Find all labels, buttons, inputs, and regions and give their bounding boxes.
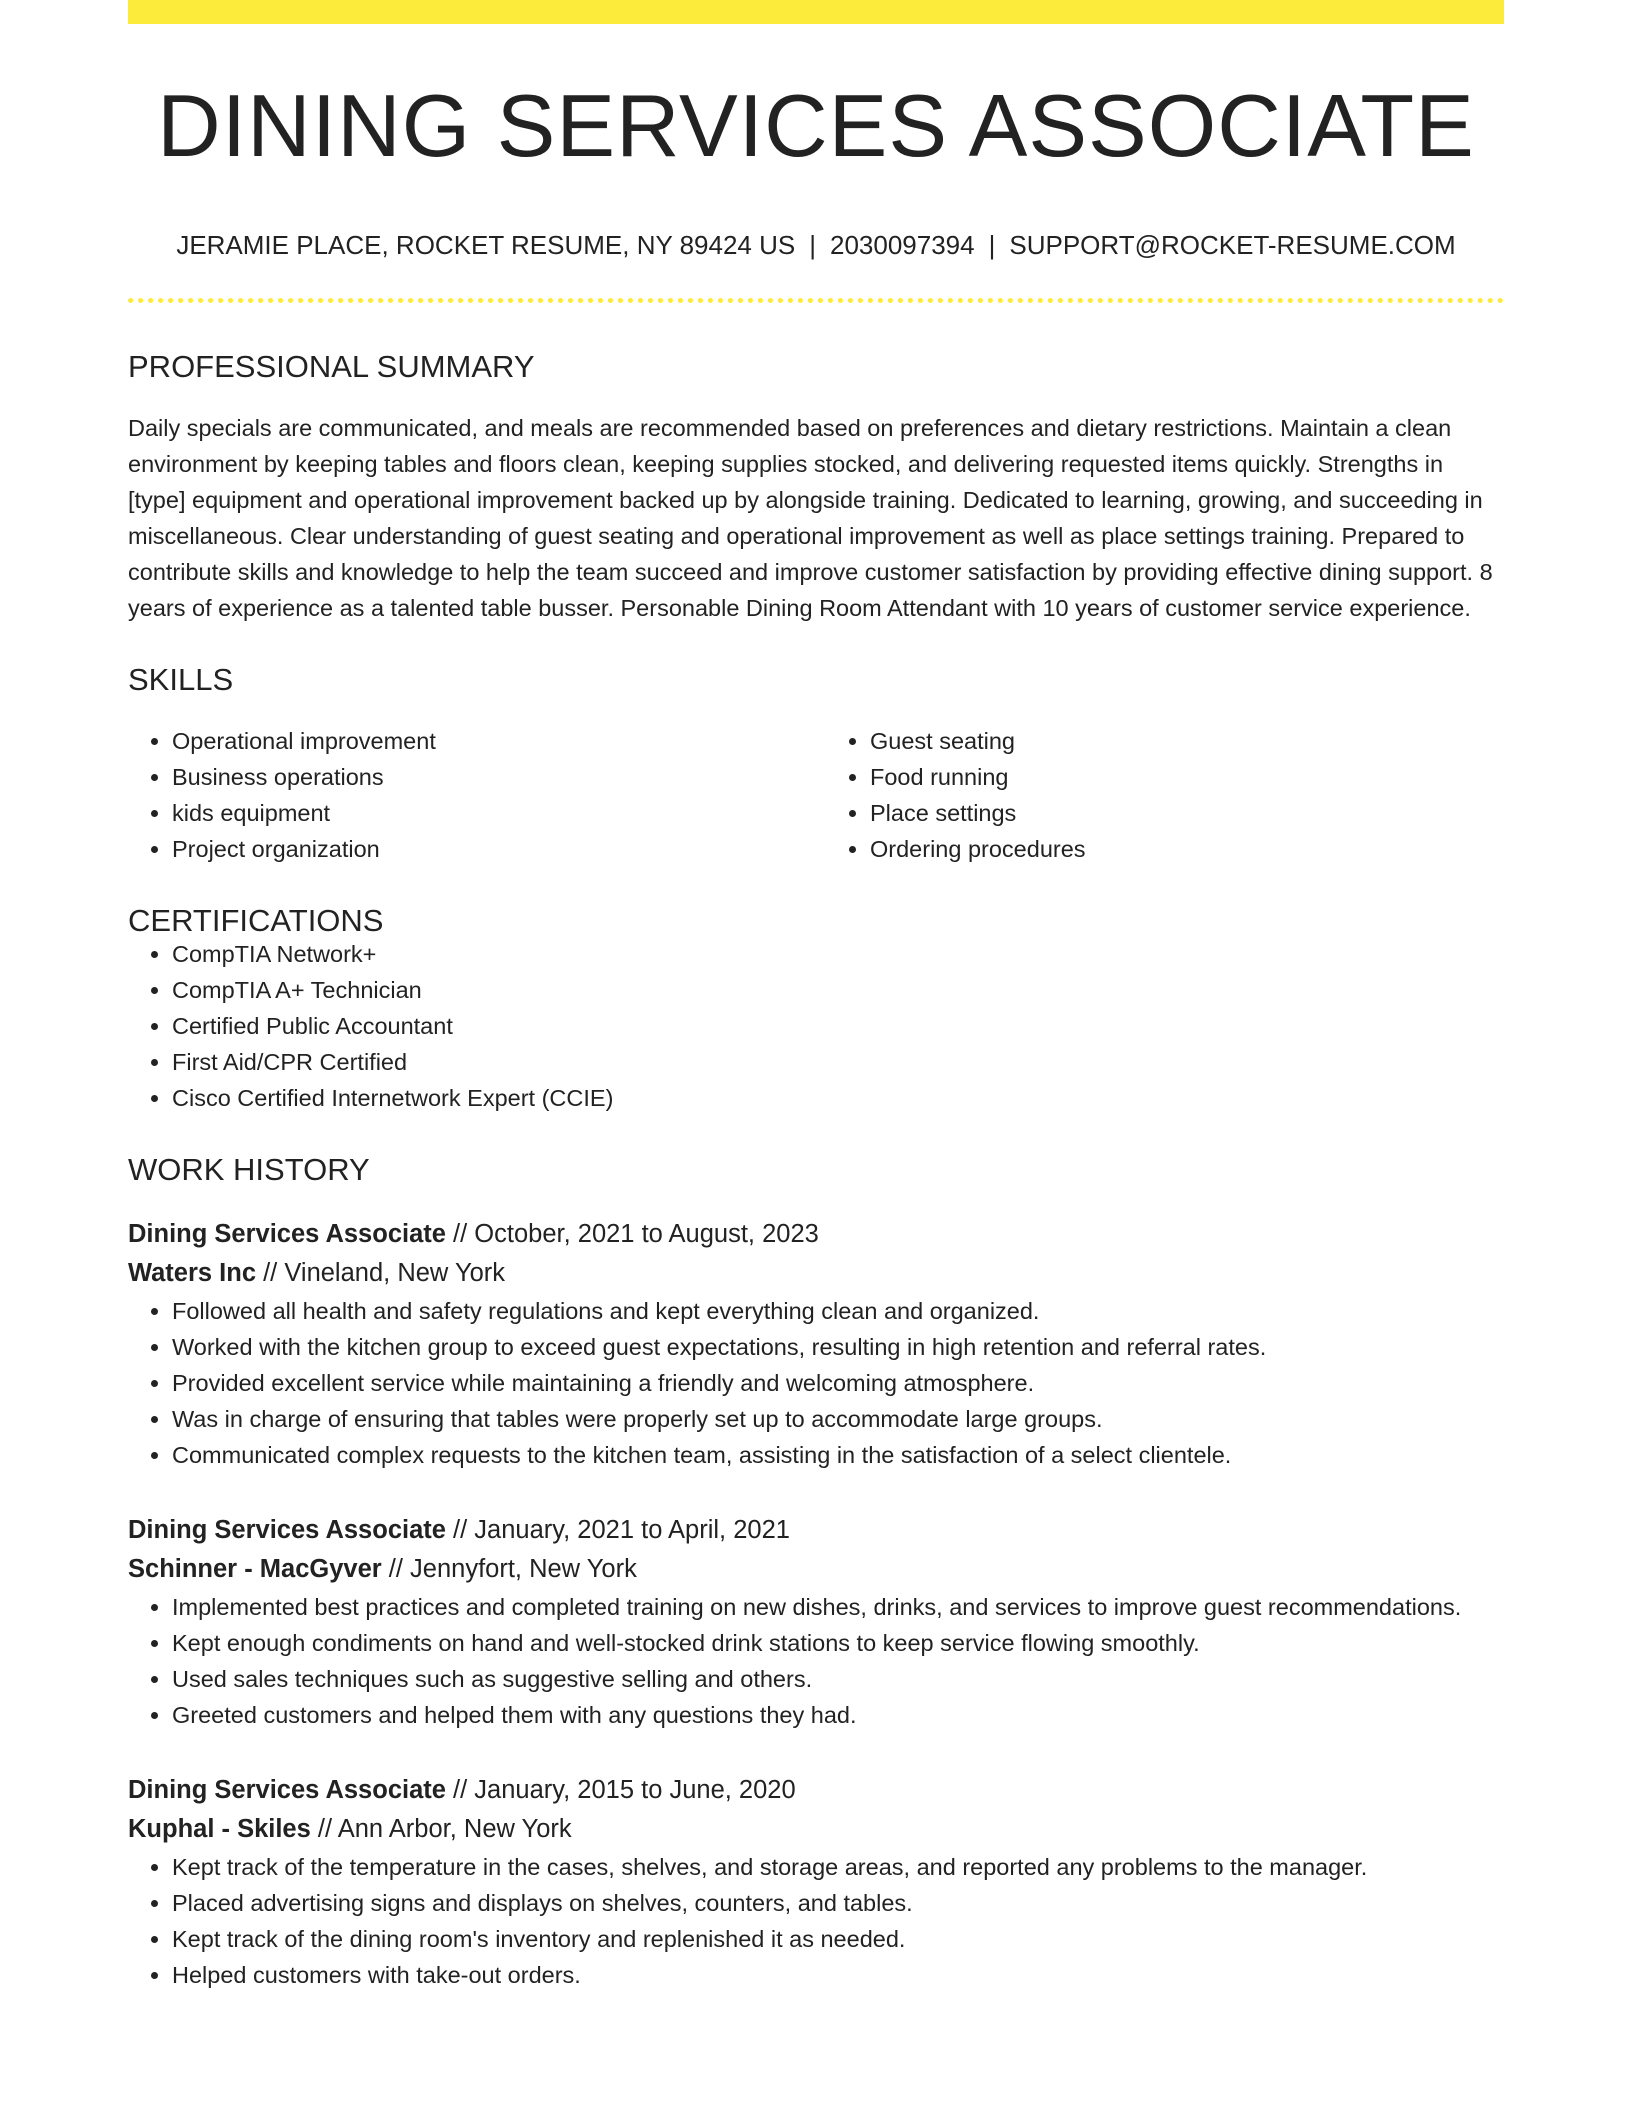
job-role: Dining Services Associate <box>128 1776 446 1804</box>
page-title: DINING SERVICES ASSOCIATE <box>157 76 1475 175</box>
job-duty: • Implemented best practices and completed training on new dishes, drinks, and services to improve guest recommendations. <box>172 1589 1504 1625</box>
job-role: Dining Services Associate <box>128 1220 446 1248</box>
job-duties-list <box>128 1293 1504 1473</box>
certification-item: • Cisco Certified Internetwork Expert (CCIE) <box>172 1080 1504 1116</box>
job-duty: • Helped customers with take-out orders. <box>172 1957 1504 1993</box>
skill-item: • Operational improvement <box>172 723 806 759</box>
job-company-line <box>128 1810 1504 1849</box>
job-location: Ann Arbor, New York <box>337 1815 572 1843</box>
job-company: Schinner - MacGyver <box>128 1555 382 1583</box>
job-delimiter: // <box>310 1815 338 1843</box>
job-entry <box>128 1771 1504 1993</box>
contact-address: JERAMIE PLACE, ROCKET RESUME, NY 89424 US <box>176 230 796 260</box>
job-delimiter: // <box>445 1776 475 1804</box>
certification-item: • Certified Public Accountant <box>172 1008 1504 1044</box>
job-location: Jennyfort, New York <box>410 1555 637 1583</box>
skills-heading: SKILLS <box>128 662 234 697</box>
job-duty: • Used sales techniques such as suggestive selling and others. <box>172 1661 1504 1697</box>
job-company-line <box>128 1550 1504 1589</box>
skills-list-right <box>826 723 1504 867</box>
job-title-line <box>128 1511 1504 1550</box>
job-title-line <box>128 1771 1504 1810</box>
job-dates: January, 2021 to April, 2021 <box>474 1516 790 1544</box>
job-delimiter: // <box>445 1516 475 1544</box>
job-duty: • Greeted customers and helped them with any questions they had. <box>172 1697 1504 1733</box>
job-dates: October, 2021 to August, 2023 <box>474 1220 819 1248</box>
dotted-divider <box>128 298 1504 303</box>
job-delimiter: // <box>256 1259 285 1287</box>
certification-item: • CompTIA A+ Technician <box>172 972 1504 1008</box>
skill-item: • Business operations <box>172 759 806 795</box>
job-location: Vineland, New York <box>284 1259 506 1287</box>
summary-heading: PROFESSIONAL SUMMARY <box>128 349 535 384</box>
certification-item: • CompTIA Network+ <box>172 936 1504 972</box>
job-duty: • Worked with the kitchen group to exceed guest expectations, resulting in high retention and referral rates. <box>172 1329 1504 1365</box>
job-duty: • Kept track of the dining room's inventory and replenished it as needed. <box>172 1921 1504 1957</box>
job-duty: • Was in charge of ensuring that tables were properly set up to accommodate large groups. <box>172 1401 1504 1437</box>
job-title-line <box>128 1215 1504 1254</box>
skills-grid <box>128 723 1504 867</box>
skills-list-left <box>128 723 806 867</box>
job-duty: • Communicated complex requests to the kitchen team, assisting in the satisfaction of a select clientele. <box>172 1437 1504 1473</box>
job-role: Dining Services Associate <box>128 1516 446 1544</box>
job-company: Kuphal - Skiles <box>128 1815 311 1843</box>
contact-phone: 2030097394 <box>830 230 975 260</box>
summary-text: Daily specials are communicated, and meals are recommended based on preferences and dietary restrictions. Maintain a clean environment by keeping tables and floors clean, keeping supplies stocked, and delivering requested items quickly. Strengths in [type] equipment and operational improvement backed up by alongside training. Dedicated to learning, growing, and succeeding in miscellaneous. Clear understanding of guest seating and operational improvement as well as place settings training. Prepared to contribute skills and knowledge to help the team succeed and improve customer satisfaction by providing effective dining support. 8 years of experience as a talented table busser. Personable Dining Room Attendant with 10 years of customer service experience. <box>128 415 1493 621</box>
job-duty: • Followed all health and safety regulations and kept everything clean and organized. <box>172 1293 1504 1329</box>
skill-item: • Place settings <box>870 795 1504 831</box>
job-duty: • Kept enough condiments on hand and well-stocked drink stations to keep service flowing smoothly. <box>172 1625 1504 1661</box>
skill-item: • kids equipment <box>172 795 806 831</box>
job-delimiter: // <box>381 1555 411 1583</box>
certifications-list <box>128 936 1504 1116</box>
contact-separator: | <box>988 230 996 260</box>
job-entry <box>128 1215 1504 1473</box>
contact-line <box>128 232 1504 258</box>
job-company: Waters Inc <box>128 1259 257 1287</box>
job-company-line <box>128 1254 1504 1293</box>
skill-item: • Project organization <box>172 831 806 867</box>
resume-page <box>128 0 1504 1993</box>
contact-email: SUPPORT@ROCKET-RESUME.COM <box>1009 230 1456 260</box>
job-duties-list <box>128 1589 1504 1733</box>
contact-separator: | <box>809 230 816 260</box>
job-duty: • Placed advertising signs and displays on shelves, counters, and tables. <box>172 1885 1504 1921</box>
skill-item: • Ordering procedures <box>870 831 1504 867</box>
skill-item: • Food running <box>870 759 1504 795</box>
job-delimiter: // <box>445 1220 475 1248</box>
job-duty: • Kept track of the temperature in the cases, shelves, and storage areas, and reported any problems to the manager. <box>172 1849 1504 1885</box>
job-duty: • Provided excellent service while maintaining a friendly and welcoming atmosphere. <box>172 1365 1504 1401</box>
job-duties-list <box>128 1849 1504 1993</box>
accent-top-bar <box>128 0 1504 24</box>
certification-item: • First Aid/CPR Certified <box>172 1044 1504 1080</box>
job-dates: January, 2015 to June, 2020 <box>474 1776 796 1804</box>
certifications-heading: CERTIFICATIONS <box>128 903 384 938</box>
work-history-heading: WORK HISTORY <box>128 1152 370 1187</box>
skill-item: • Guest seating <box>870 723 1504 759</box>
job-entry <box>128 1511 1504 1733</box>
